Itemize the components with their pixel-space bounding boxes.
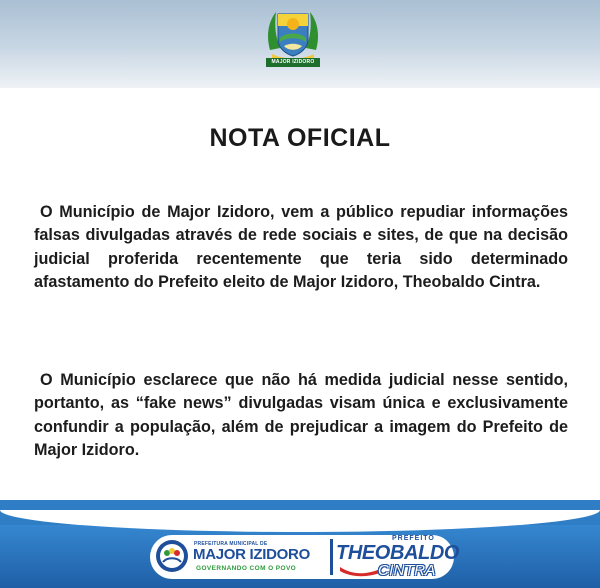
paragraph-1: O Município de Major Izidoro, vem a público repudiar informações falsas divulgadas através de rede sociais e sites, de que na decisão judicial proferida recentemente que teria sido determinado afastamento do Prefeito eleito de Major Izidoro, Theobaldo Cintra.	[34, 203, 568, 292]
prefeito-surname: CINTRA	[378, 562, 436, 579]
crest-caption: MAJOR IZIDORO	[266, 58, 320, 67]
swoosh-icon	[340, 563, 380, 577]
prefeito-name: THEOBALDO	[336, 542, 460, 564]
prefeito-label: PREFEITO	[392, 535, 435, 542]
paragraph-2: O Município esclarece que não há medida judicial nesse sentido, portanto, as “fake news” divulgadas visam única e exclusivamente confundir a população, além de prejudicar a imagem do Prefeito de Major Izidoro.	[34, 371, 568, 460]
prefeitura-emblem-icon	[154, 538, 190, 574]
prefeitura-label: PREFEITURA MUNICIPAL DE	[194, 541, 268, 547]
prefeitura-slogan: GOVERNANDO COM O POVO	[196, 565, 297, 572]
prefeitura-name: MAJOR IZIDORO	[193, 546, 310, 563]
page-title: NOTA OFICIAL	[209, 124, 391, 152]
logo-separator	[330, 539, 333, 575]
